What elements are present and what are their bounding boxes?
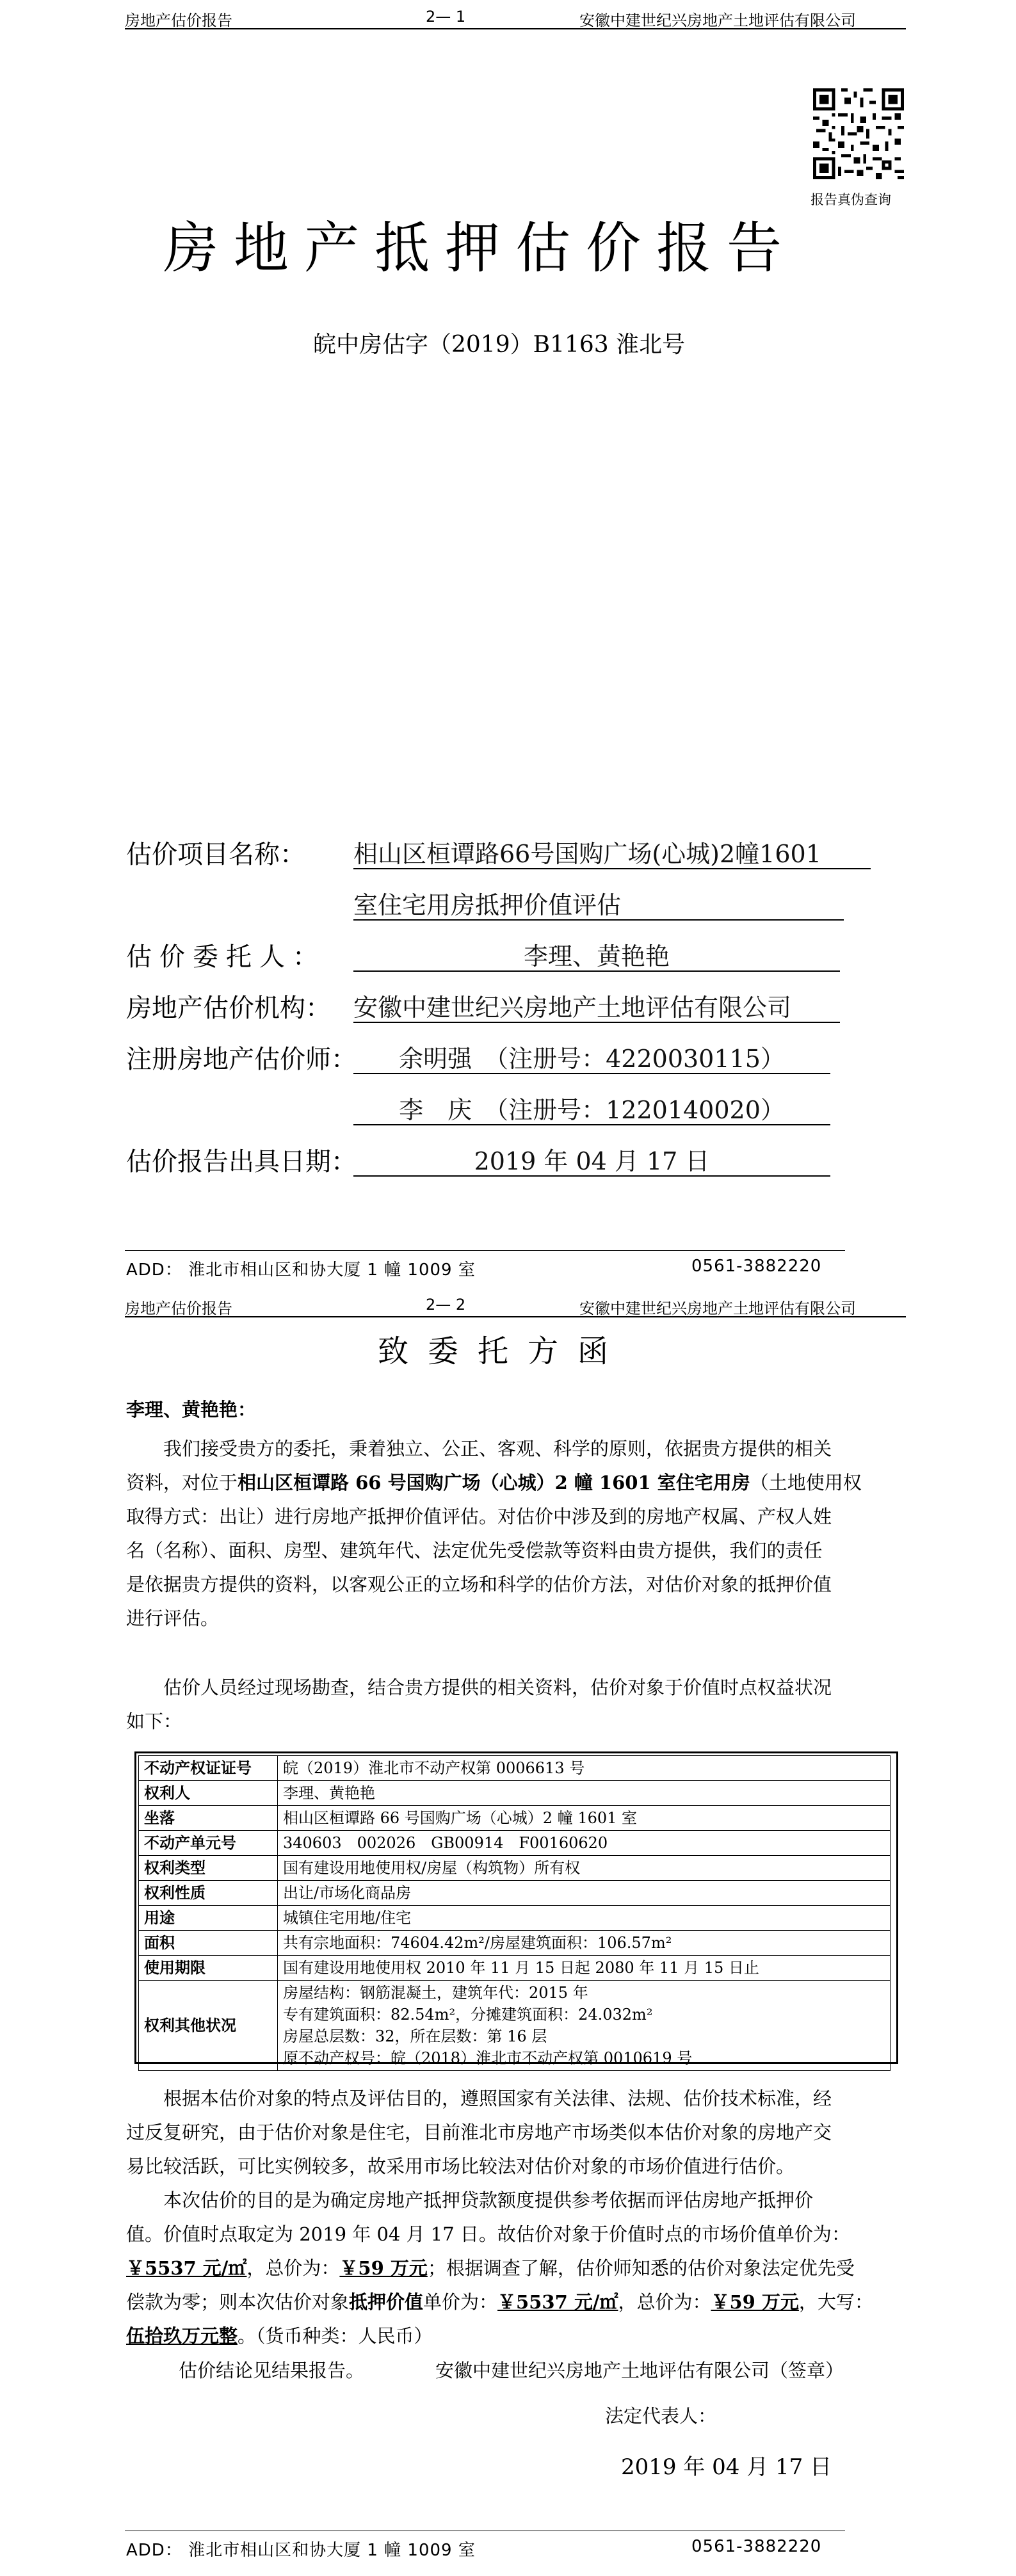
table-key: 权利人 <box>139 1781 278 1806</box>
closing-date: 2019 年 04 月 17 日 <box>621 2454 832 2480</box>
p2-line-1: 估价人员经过现场勘查，结合贵方提供的相关资料，估价对象于价值时点权益状况 <box>163 1677 832 1698</box>
table-value <box>278 1806 891 1831</box>
page-number: 2— 2 <box>426 1296 466 1314</box>
table-row <box>139 1831 891 1856</box>
table-value-line: 皖（2019）淮北市不动产权第 0006613 号 <box>283 1759 585 1777</box>
closing-note: 估价结论见结果报告。 <box>179 2360 365 2381</box>
p1-line-2c: （土地使用权 <box>750 1472 862 1493</box>
p4-line-1: 本次估价的目的是为确定房地产抵押贷款额度提供参考依据而评估房地产抵押价 <box>163 2189 814 2211</box>
footer-phone: 0561-3882220 <box>691 1257 822 1276</box>
table-value-line: 房屋结构：钢筋混凝土，建筑年代：2015 年 <box>283 1984 588 2002</box>
table-value-line: 340603 002026 GB00914 F00160620 <box>283 1834 608 1852</box>
paragraph-4 <box>126 2184 873 2353</box>
table-value-line: 出让/市场化商品房 <box>283 1884 412 1902</box>
appraiser-1: 余明强 （注册号：4220030115） <box>399 1045 785 1073</box>
client-value: 李理、黄艳艳 <box>523 942 670 970</box>
table-row <box>139 1981 891 2071</box>
p1-line-4: 名（名称）、面积、房型、建筑年代、法定优先受偿款等资料由贵方提供，我们的责任 <box>126 1540 823 1561</box>
p1-line-5: 是依据贵方提供的资料，以客观公正的立场和科学的估价方法，对估价对象的抵押价值 <box>126 1574 832 1595</box>
table-row <box>139 1956 891 1981</box>
table-value <box>278 1881 891 1906</box>
report-number: 皖中房估字（2019）B1163 淮北号 <box>313 332 686 358</box>
table-key: 坐落 <box>139 1806 278 1831</box>
table-key: 面积 <box>139 1931 278 1956</box>
p4-line-4g: ，大写： <box>798 2291 873 2313</box>
footer-address: ADD： 淮北市相山区和协大厦 1 幢 1009 室 <box>126 1260 476 1280</box>
table-value-line: 城镇住宅用地/住宅 <box>283 1909 412 1927</box>
p1-line-6: 进行评估。 <box>126 1607 220 1629</box>
qr-code-icon[interactable] <box>813 88 904 179</box>
table-value-line: 专有建筑面积：82.54m²，分摊建筑面积：24.032m² <box>283 2006 653 2024</box>
appraiser-2: 李 庆 （注册号：1220140020） <box>399 1096 785 1124</box>
p3-line-3: 易比较活跃，可比实例较多，故采用市场比较法对估价对象的市场价值进行估价。 <box>126 2155 795 2177</box>
footer-phone: 0561-3882220 <box>691 2537 822 2556</box>
table-key: 用途 <box>139 1906 278 1931</box>
mortgage-unit-price: ￥5537 元/㎡ <box>497 2291 618 2313</box>
property-rights-table <box>138 1755 891 2071</box>
header-rule <box>125 28 906 29</box>
table-value <box>278 1956 891 1981</box>
p4-line-4a: 偿款为零；则本次估价对象 <box>126 2291 350 2313</box>
p4-line-3d: ；根据调查了解，估价师知悉的估价对象法定优先受 <box>427 2257 855 2279</box>
table-row <box>139 1881 891 1906</box>
footer-rule <box>125 1250 845 1251</box>
page-header-company: 安徽中建世纪兴房地产土地评估有限公司 <box>579 1300 856 1317</box>
p4-line-4c: 单价为： <box>423 2291 498 2313</box>
table-row <box>139 1806 891 1831</box>
page-header-company: 安徽中建世纪兴房地产土地评估有限公司 <box>579 12 856 29</box>
mortgage-total-price: ￥59 万元 <box>711 2291 799 2313</box>
project-name-underline-1 <box>353 868 871 869</box>
project-name-label: 估价项目名称： <box>126 840 305 869</box>
paragraph-2 <box>126 1671 832 1739</box>
project-name-line1: 相山区桓谭路66号国购广场(心城)2幢1601 <box>353 840 821 868</box>
p4-line-4 <box>126 2285 873 2319</box>
table-value <box>278 1756 891 1781</box>
table-row <box>139 1856 891 1881</box>
appraiser-label: 注册房地产估价师： <box>126 1045 357 1074</box>
table-value-line: 房屋总层数：32，所在层数：第 16 层 <box>283 2027 547 2045</box>
table-value <box>278 1981 891 2071</box>
table-value <box>278 1856 891 1881</box>
market-total-price: ￥59 万元 <box>339 2257 428 2279</box>
page-header-left: 房地产估价报告 <box>125 1300 232 1317</box>
table-value-line: 国有建设用地使用权 2010 年 11 月 15 日起 2080 年 11 月 15 日止 <box>283 1959 759 1977</box>
paragraph-1 <box>126 1432 862 1636</box>
table-value <box>278 1931 891 1956</box>
table-value-line: 国有建设用地使用权/房屋（构筑物）所有权 <box>283 1859 581 1877</box>
property-address: 相山区桓谭路 66 号国购广场（心城）2 幢 1601 室住宅用房 <box>238 1472 750 1493</box>
p3-line-2: 过反复研究，由于估价对象是住宅，目前淮北市房地产市场类似本估价对象的房地产交 <box>126 2121 832 2143</box>
qr-caption: 报告真伪查询 <box>810 192 891 207</box>
table-row <box>139 1781 891 1806</box>
report-date-label: 估价报告出具日期： <box>126 1147 357 1177</box>
agency-underline <box>353 1022 840 1023</box>
p4-line-5 <box>126 2319 873 2353</box>
market-unit-price: ￥5537 元/㎡ <box>126 2257 247 2279</box>
table-value-line: 共有宗地面积：74604.42m²/房屋建筑面积：106.57m² <box>283 1934 672 1952</box>
table-value <box>278 1831 891 1856</box>
table-value-line: 李理、黄艳艳 <box>283 1784 375 1802</box>
table-value <box>278 1781 891 1806</box>
appraiser-1-underline <box>353 1073 830 1074</box>
project-name-line2: 室住宅用房抵押价值评估 <box>353 891 622 919</box>
table-key: 使用期限 <box>139 1956 278 1981</box>
header-rule <box>125 1316 906 1317</box>
table-value-line: 原不动产权号：皖（2018）淮北市不动产权第 0010619 号 <box>283 2049 693 2067</box>
amount-in-words: 伍拾玖万元整 <box>126 2325 238 2347</box>
report-date-value: 2019 年 04 月 17 日 <box>474 1147 710 1175</box>
footer-address: ADD： 淮北市相山区和协大厦 1 幢 1009 室 <box>126 2541 476 2560</box>
table-key: 不动产单元号 <box>139 1831 278 1856</box>
paragraph-3 <box>126 2082 832 2184</box>
appraiser-2-underline <box>353 1124 830 1125</box>
mortgage-value-label: 抵押价值 <box>349 2291 424 2313</box>
salutation: 李理、黄艳艳： <box>126 1399 257 1421</box>
agency-value: 安徽中建世纪兴房地产土地评估有限公司 <box>353 994 792 1022</box>
table-key: 权利性质 <box>139 1881 278 1906</box>
page-header-left: 房地产估价报告 <box>125 12 232 29</box>
project-name-underline-2 <box>353 919 844 921</box>
letter-title: 致委托方函 <box>378 1333 628 1369</box>
report-title: 房地产抵押估价报告 <box>163 216 797 280</box>
page-number: 2— 1 <box>426 8 466 26</box>
table-row <box>139 1906 891 1931</box>
p1-line-1: 我们接受贵方的委托，秉着独立、公正、客观、科学的原则，依据贵方提供的相关 <box>163 1438 832 1460</box>
legal-representative: 法定代表人： <box>605 2405 717 2427</box>
client-label: 估价委托人： <box>126 942 326 972</box>
table-key: 权利类型 <box>139 1856 278 1881</box>
table-key: 权利其他状况 <box>139 1981 278 2071</box>
agency-label: 房地产估价机构： <box>126 994 331 1023</box>
p4-line-2: 值。价值时点取定为 2019 年 04 月 17 日。故估价对象于价值时点的市场价值单价为： <box>126 2223 850 2245</box>
table-row <box>139 1931 891 1956</box>
p1-line-2a: 资料，对位于 <box>126 1472 238 1493</box>
p3-line-1: 根据本估价对象的特点及评估目的，遵照国家有关法律、法规、估价技术标准，经 <box>163 2088 832 2109</box>
table-value-line: 相山区桓谭路 66 号国购广场（心城）2 幢 1601 室 <box>283 1809 638 1827</box>
p1-line-3: 取得方式：出让）进行房地产抵押价值评估。对估价中涉及到的房地产权属、产权人姓 <box>126 1506 832 1527</box>
table-row <box>139 1756 891 1781</box>
p2-line-2: 如下： <box>126 1711 182 1732</box>
table-key: 不动产权证证号 <box>139 1756 278 1781</box>
p4-line-3 <box>126 2251 873 2285</box>
report-date-underline <box>353 1175 830 1177</box>
p4-line-5b: 。（货币种类：人民币） <box>238 2325 433 2347</box>
p4-line-3b: ，总价为： <box>246 2257 340 2279</box>
p4-line-4e: ，总价为： <box>618 2291 711 2313</box>
table-value <box>278 1906 891 1931</box>
closing-company: 安徽中建世纪兴房地产土地评估有限公司（签章） <box>435 2360 844 2381</box>
client-underline <box>353 970 840 972</box>
p1-line-2 <box>126 1466 862 1500</box>
